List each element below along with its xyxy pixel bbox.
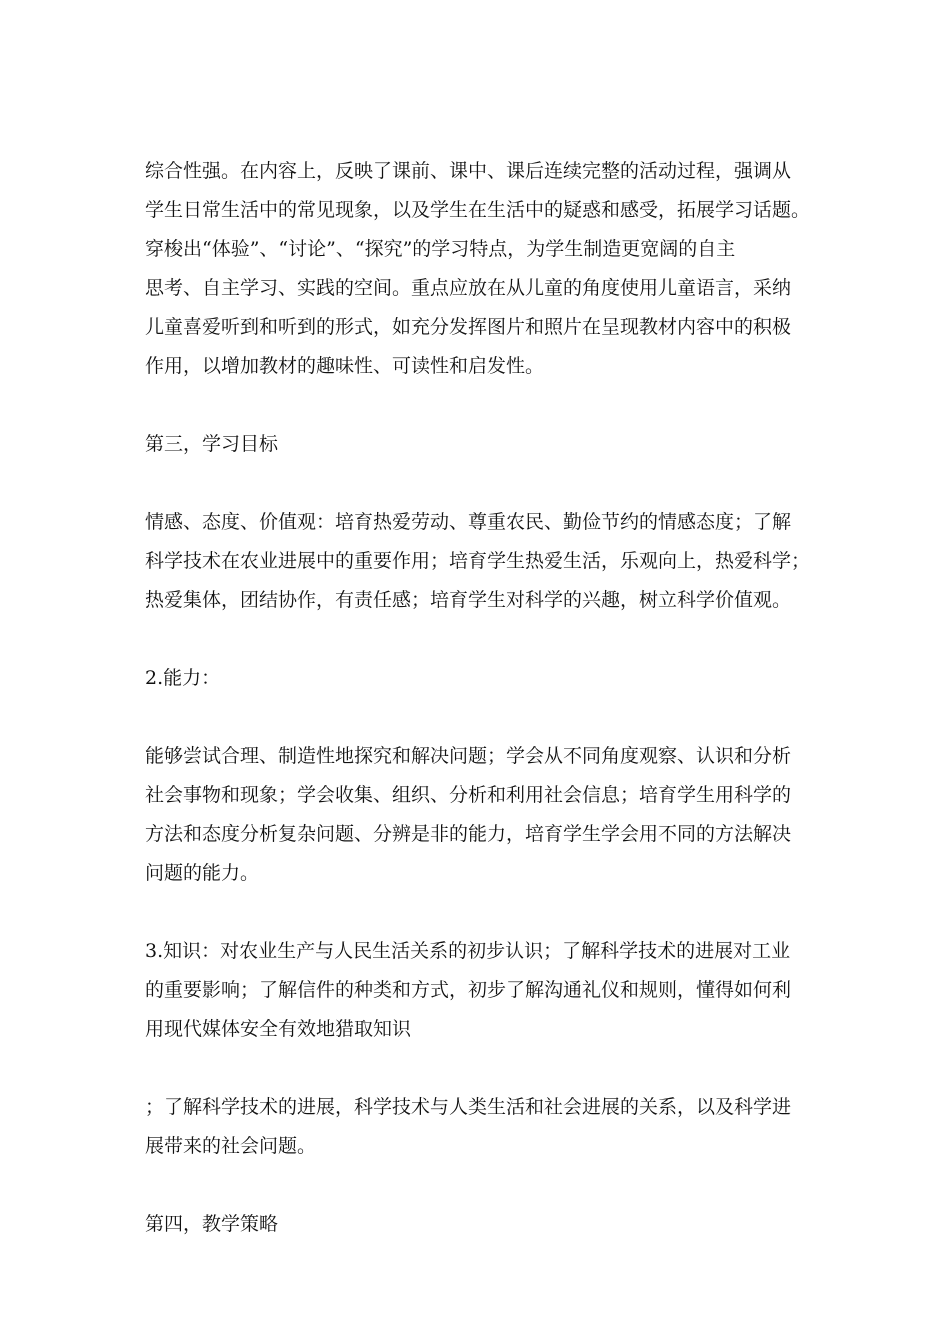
text-line: 方法和态度分析复杂问题、分辨是非的能力，培育学生学会用不同的方法解决 (145, 823, 792, 845)
text-line: 作用，以增加教材的趣味性、可读性和启发性。 (145, 355, 545, 377)
paragraph-gap (145, 1166, 810, 1205)
paragraph-gap (145, 620, 810, 659)
paragraph-knowledge (145, 932, 810, 1049)
text-line: 科学技术在农业进展中的重要作用；培育学生热爱生活，乐观向上，热爱科学； (145, 550, 811, 572)
text-line: 3.知识：对农业生产与人民生活关系的初步认识；了解科学技术的进展对工业 (145, 940, 791, 962)
paragraph-gap (145, 464, 810, 503)
text-line: 热爱集体，团结协作，有责任感；培育学生对科学的兴趣，树立科学价值观。 (145, 589, 792, 611)
paragraph-ability (145, 737, 810, 893)
text-line: 儿童喜爱听到和听到的形式，如充分发挥图片和照片在呈现教材内容中的积极 (145, 316, 792, 338)
paragraph-gap (145, 1049, 810, 1088)
paragraph-emotion-attitude (145, 503, 810, 620)
heading-line: 2.能力： (145, 667, 221, 689)
text-line: 问题的能力。 (145, 862, 260, 884)
text-line: 的重要影响；了解信件的种类和方式，初步了解沟通礼仪和规则，懂得如何利 (145, 979, 792, 1001)
text-line: 穿梭出“体验”、“讨论”、“探究”的学习特点，为学生制造更宽阔的自主 (145, 238, 736, 260)
subheading-ability (145, 659, 810, 698)
text-line: 综合性强。在内容上，反映了课前、课中、课后连续完整的活动过程，强调从 (145, 160, 792, 182)
heading-line: 第四，教学策略 (145, 1213, 279, 1235)
document-body (145, 152, 810, 1244)
paragraph-gap (145, 698, 810, 737)
text-line: 能够尝试合理、制造性地探究和解决问题；学会从不同角度观察、认识和分析 (145, 745, 792, 767)
text-line: 社会事物和现象；学会收集、组织、分析和利用社会信息；培育学生用科学的 (145, 784, 792, 806)
text-line: 学生日常生活中的常见现象，以及学生在生活中的疑惑和感受，拓展学习话题。 (145, 199, 811, 221)
section-heading-learning-goals (145, 425, 810, 464)
paragraph-intro (145, 152, 810, 386)
text-line: ；了解科学技术的进展，科学技术与人类生活和社会进展的关系，以及科学进 (145, 1096, 792, 1118)
text-line: 思考、自主学习、实践的空间。重点应放在从儿童的角度使用儿童语言，采纳 (145, 277, 792, 299)
text-line: 情感、态度、价值观：培育热爱劳动、尊重农民、勤俭节约的情感态度；了解 (145, 511, 792, 533)
text-line: 用现代媒体安全有效地猎取知识 (145, 1018, 412, 1040)
paragraph-gap (145, 386, 810, 425)
paragraph-knowledge-continued (145, 1088, 810, 1166)
text-line: 展带来的社会问题。 (145, 1135, 317, 1157)
paragraph-gap (145, 893, 810, 932)
section-heading-teaching-strategy (145, 1205, 810, 1244)
heading-line: 第三，学习目标 (145, 433, 279, 455)
